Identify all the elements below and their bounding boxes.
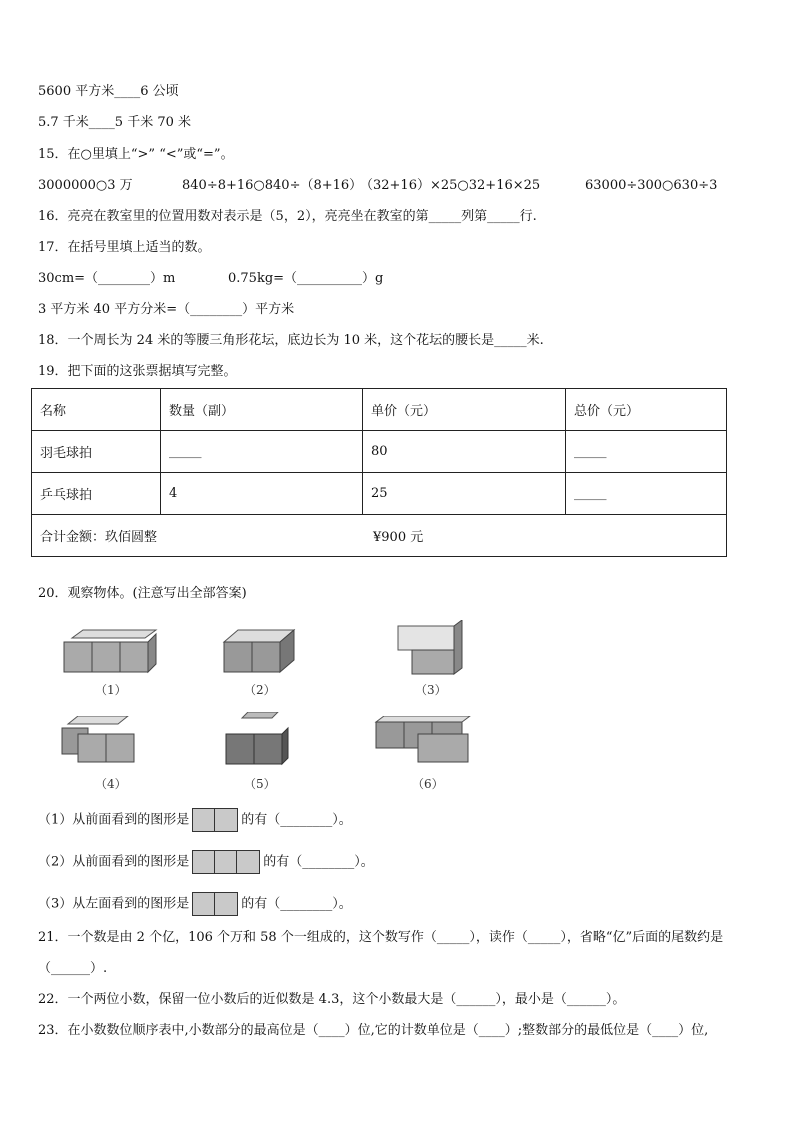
cube-figure-2 bbox=[220, 628, 300, 678]
cube-figure-3 bbox=[392, 620, 466, 678]
table-row bbox=[32, 473, 727, 515]
cell: _____ bbox=[161, 431, 363, 473]
two-square-view bbox=[192, 892, 238, 916]
receipt-table bbox=[31, 388, 727, 557]
question-21: 21．一个数是由 2 个亿，106 个万和 58 个一组成的，这个数写作（_____），读作（_____），省略“亿”后面的尾数约是 bbox=[38, 930, 724, 945]
figure-caption: （6） bbox=[412, 777, 444, 791]
q15-item-d: 63000÷300○630÷3 bbox=[585, 178, 718, 193]
cube-figure-6 bbox=[372, 716, 476, 766]
question-22: 22．一个两位小数，保留一位小数后的近似数是 4.3，这个小数最大是（______），最小是（______）。 bbox=[38, 992, 626, 1007]
question-21-cont: （______）. bbox=[38, 961, 108, 976]
cell: 25 bbox=[363, 473, 566, 515]
q15-item-c: （32+16）×25○32+16×25 bbox=[360, 178, 541, 193]
table-total-row bbox=[32, 515, 727, 557]
total-value: ¥900 元 bbox=[373, 530, 424, 545]
question-18: 18．一个周长为 24 米的等腰三角形花坛，底边长为 10 米，这个花坛的腰长是_____米. bbox=[38, 333, 544, 348]
header-unit-price: 单价（元） bbox=[363, 389, 566, 431]
q20-part-2: （2）从前面看到的图形是 的有（________）。 bbox=[38, 850, 374, 874]
figure-caption: （1） bbox=[95, 683, 127, 697]
q20-part-3: （3）从左面看到的图形是 的有（________）。 bbox=[38, 892, 352, 916]
three-square-view bbox=[192, 850, 260, 874]
cell: 羽毛球拍 bbox=[32, 431, 161, 473]
figure-caption: （4） bbox=[95, 777, 127, 791]
cell: _____ bbox=[566, 473, 727, 515]
header-quantity: 数量（副） bbox=[161, 389, 363, 431]
q17-item-b: 0.75kg=（__________）g bbox=[228, 271, 384, 286]
table-row bbox=[32, 431, 727, 473]
two-square-view bbox=[192, 808, 238, 832]
cell: 4 bbox=[161, 473, 363, 515]
table-header-row bbox=[32, 389, 727, 431]
line-area-compare: 5600 平方米____6 公顷 bbox=[38, 84, 179, 99]
question-19: 19．把下面的这张票据填写完整。 bbox=[38, 364, 237, 379]
line-length-compare: 5.7 千米____5 千米 70 米 bbox=[38, 115, 192, 130]
cube-figure-1 bbox=[60, 628, 160, 678]
question-17: 17．在括号里填上适当的数。 bbox=[38, 240, 211, 255]
figure-caption: （5） bbox=[244, 777, 276, 791]
header-total: 总价（元） bbox=[566, 389, 727, 431]
cell: 乒乓球拍 bbox=[32, 473, 161, 515]
question-23: 23．在小数数位顺序表中,小数部分的最高位是（____）位,它的计数单位是（____）;整数部分的最低位是（____）位, bbox=[38, 1023, 709, 1038]
q20-part-1: （1）从前面看到的图形是 的有（________）。 bbox=[38, 808, 352, 832]
cell: 80 bbox=[363, 431, 566, 473]
q15-item-a: 3000000○3 万 bbox=[38, 178, 133, 193]
question-16: 16．亮亮在教室里的位置用数对表示是（5，2），亮亮坐在教室的第_____列第_____行. bbox=[38, 209, 537, 224]
header-name: 名称 bbox=[32, 389, 161, 431]
question-20: 20．观察物体。(注意写出全部答案) bbox=[38, 586, 247, 601]
figure-caption: （2） bbox=[244, 683, 276, 697]
cell: _____ bbox=[566, 431, 727, 473]
question-15: 15．在○里填上“>” “<”或“=”。 bbox=[38, 147, 234, 162]
cube-figure-5 bbox=[222, 712, 292, 768]
cube-figure-4 bbox=[58, 716, 140, 766]
total-label: 合计金额：玖佰圆整 bbox=[40, 530, 158, 545]
q15-item-b: 840÷8+16○840÷（8+16） bbox=[182, 178, 363, 193]
q17-item-a: 30cm=（________）m bbox=[38, 271, 176, 286]
q17-item-c: 3 平方米 40 平方分米=（________）平方米 bbox=[38, 302, 295, 317]
figure-caption: （3） bbox=[415, 683, 447, 697]
